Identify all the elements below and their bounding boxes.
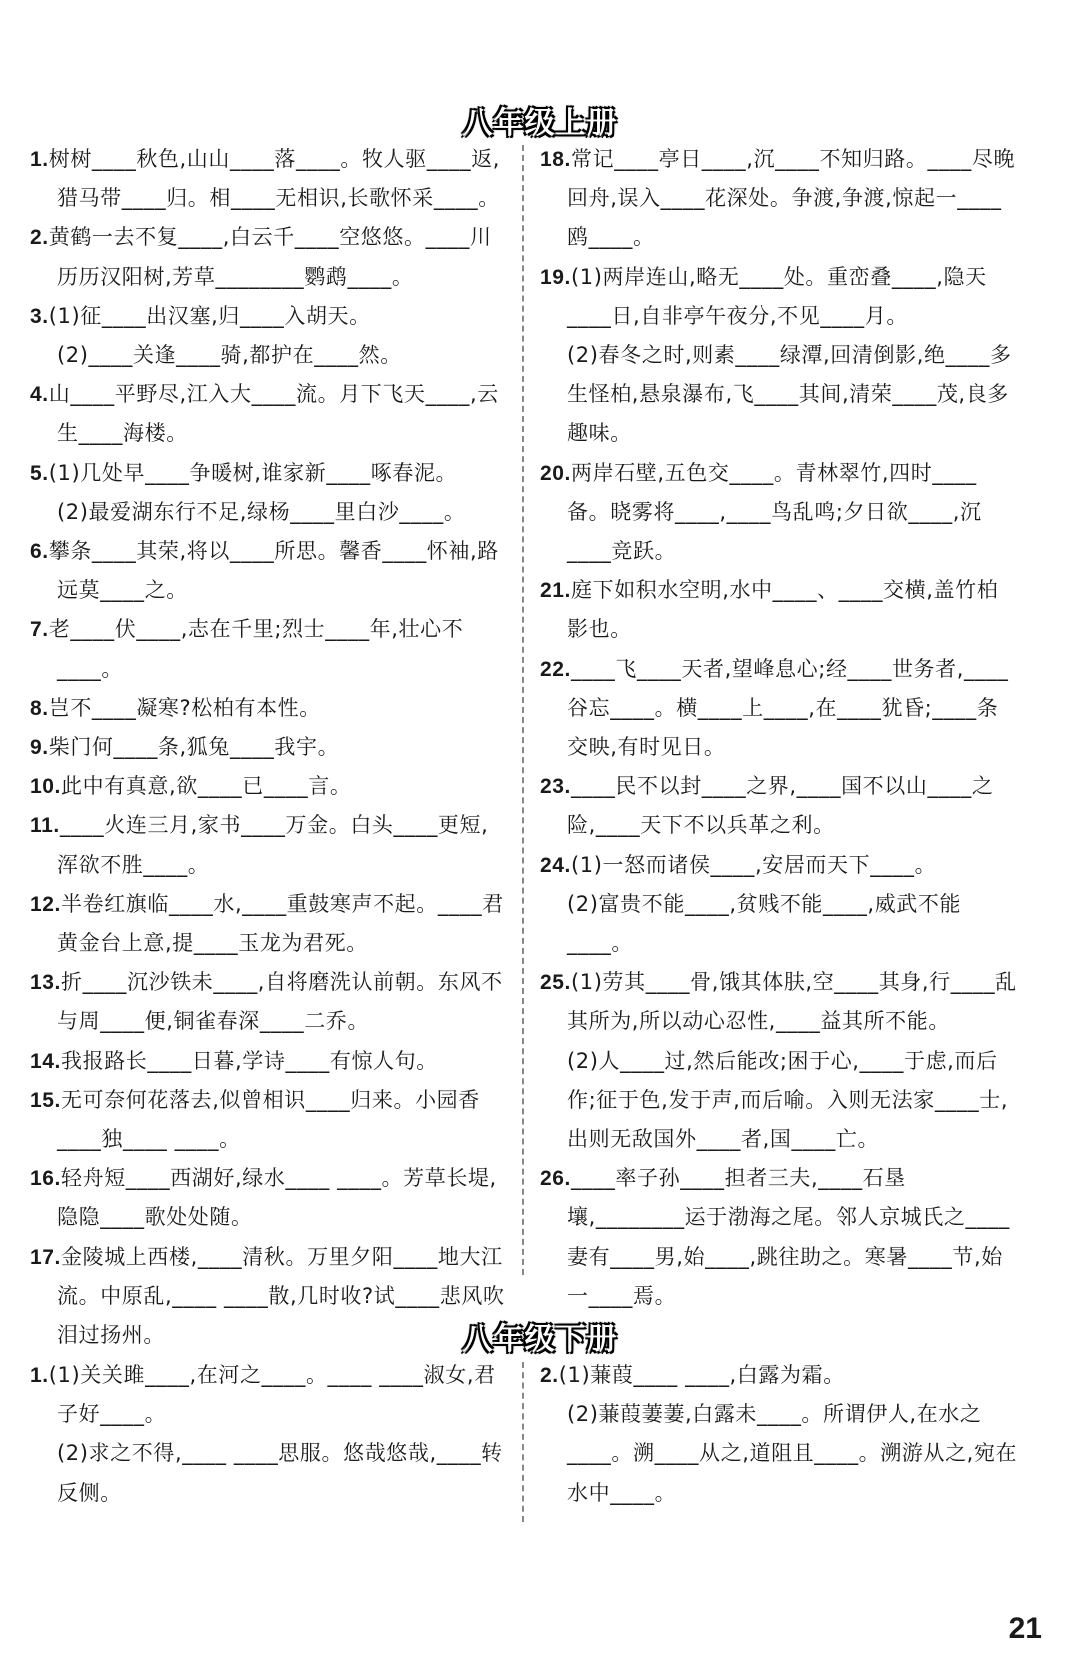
question-subitem [540, 1042, 1018, 1160]
question-number: 3. [30, 304, 49, 328]
question-subitem [540, 885, 1018, 963]
question-item [30, 140, 508, 218]
question-text: 我报路长____日暮,学诗____有惊人句。 [61, 1048, 438, 1073]
question-number: 25. [540, 971, 571, 995]
question-text: (1)关关雎____,在河之____。____ ____淑女,君子好____。 [48, 1363, 496, 1427]
question-item [540, 963, 1018, 1041]
question-item [30, 297, 508, 336]
question-number: 9. [30, 736, 49, 760]
question-number: 8. [30, 696, 49, 720]
question-text: (1)劳其____骨,饿其体肤,空____其身,行____乱其所为,所以动心忍性,____益其所不能。 [567, 970, 1017, 1034]
section-title-lower [0, 1312, 1080, 1360]
question-subitem [540, 336, 1018, 454]
column-divider-lower [522, 1362, 524, 1522]
question-item [30, 1159, 508, 1237]
question-subitem [30, 493, 508, 532]
question-number: 7. [30, 618, 49, 642]
lower-left-column [30, 1356, 508, 1513]
section-title-lower-text: 八年级下册 [462, 1322, 618, 1357]
question-number: 22. [540, 657, 571, 681]
question-item [540, 846, 1018, 885]
question-number: 20. [540, 461, 571, 485]
lower-right-column [540, 1356, 1018, 1513]
question-item [30, 1356, 508, 1434]
question-item [540, 258, 1018, 336]
question-text: ____率子孙____担者三夫,____石垦壤,________运于渤海之尾。邻人京城氏之____妻有____男,始____,跳往助之。寒暑____节,始一____焉。 [567, 1166, 1010, 1308]
question-number: 26. [540, 1167, 571, 1191]
question-number: 13. [30, 971, 61, 995]
question-text: (2)富贵不能____,贫贱不能____,威武不能____。 [567, 891, 962, 956]
question-text: ____飞____天者,望峰息心;经____世务者,____谷忘____。横____上____,在____犹昏;____条交映,有时见日。 [567, 656, 1009, 760]
question-text: (2)____关逢____骑,都护在____然。 [57, 343, 402, 368]
question-text: (2)求之不得,____ ____思服。悠哉悠哉,____转反侧。 [57, 1441, 503, 1505]
question-item [540, 140, 1018, 258]
question-number: 12. [30, 892, 61, 916]
question-item [540, 1356, 1018, 1395]
question-text: ____民不以封____之界,____国不以山____之险,____天下不以兵革之利。 [567, 774, 994, 838]
question-item [30, 689, 508, 728]
question-text: 柴门何____条,狐兔____我宇。 [48, 735, 340, 760]
question-text: 金陵城上西楼,____清秋。万里夕阳____地大江流。中原乱,____ ____散,几时收?试____悲风吹泪过扬州。 [57, 1244, 505, 1348]
question-item [540, 1159, 1018, 1316]
section-title-upper-text: 八年级上册 [462, 106, 618, 141]
question-text: (1)一怒而诸侯____,安居而天下____。 [571, 852, 937, 877]
question-subitem [30, 1434, 508, 1512]
question-text: 半卷红旗临____水,____重鼓寒声不起。____君黄金台上意,提____玉龙为君死。 [57, 891, 504, 956]
question-number: 19. [540, 265, 571, 289]
question-number: 16. [30, 1167, 61, 1191]
question-number: 2. [30, 226, 49, 250]
question-subitem [30, 336, 508, 375]
question-number: 5. [30, 461, 49, 485]
question-text: 两岸石壁,五色交____。青林翠竹,四时____备。晓雾将____,____鸟乱鸣;夕日欲____,沉____竞跃。 [567, 460, 982, 564]
question-text: (1)几处早____争暖树,谁家新____啄春泥。 [48, 460, 458, 485]
question-number: 6. [30, 540, 49, 564]
question-number: 4. [30, 383, 49, 407]
question-text: (2)最爱湖东行不足,绿杨____里白沙____。 [57, 499, 466, 524]
question-text: ____火连三月,家书____万金。白头____更短,浑欲不胜____。 [57, 813, 489, 877]
question-number: 1. [30, 148, 49, 171]
question-text: 山____平野尽,江入大____流。月下飞天____,云生____海楼。 [48, 382, 499, 446]
page-number: 21 [1008, 1612, 1042, 1645]
question-item [30, 375, 508, 453]
question-number: 21. [540, 579, 571, 603]
column-divider-upper [522, 145, 524, 1275]
question-item [30, 806, 508, 884]
question-text: 庭下如积水空明,水中____、____交横,盖竹柏影也。 [567, 578, 999, 642]
question-text: 岂不____凝寒?松柏有本性。 [48, 695, 321, 720]
question-number: 2. [540, 1364, 559, 1387]
question-number: 23. [540, 775, 571, 799]
question-item [30, 454, 508, 493]
upper-right-column [540, 140, 1018, 1316]
question-item [30, 218, 508, 296]
question-number: 10. [30, 775, 61, 799]
question-item [30, 532, 508, 610]
question-number: 18. [540, 148, 571, 171]
question-text: 此中有真意,欲____已____言。 [61, 774, 352, 799]
question-text: 轻舟短____西湖好,绿水____ ____。芳草长堤,隐隐____歌处处随。 [57, 1166, 497, 1230]
question-text: 黄鹤一去不复____,白云千____空悠悠。____川历历汉阳树,芳草________鹦鹉____。 [48, 225, 492, 289]
question-item [540, 571, 1018, 649]
question-item [30, 728, 508, 767]
question-number: 15. [30, 1088, 61, 1112]
question-text: (2)人____过,然后能改;困于心,____于虑,而后作;征于色,发于声,而后喻。入则无法家____士,出则无敌国外____者,国____亡。 [567, 1048, 1009, 1152]
upper-left-column [30, 140, 508, 1355]
question-item [540, 454, 1018, 572]
question-item [30, 963, 508, 1041]
question-text: 无可奈何花落去,似曾相识____归来。小园香____独____ ____。 [57, 1087, 480, 1152]
question-item [30, 885, 508, 963]
question-text: (2)蒹葭萋萋,白露未____。所谓伊人,在水之____。溯____从之,道阻且____。溯游从之,宛在水中____。 [567, 1402, 1018, 1505]
question-text: 攀条____其荣,将以____所思。馨香____怀袖,路远莫____之。 [48, 539, 499, 603]
question-text: 树树____秋色,山山____落____。牧人驱____返,猎马带____归。相____无相识,长歌怀采____。 [48, 147, 501, 211]
question-number: 1. [30, 1364, 49, 1387]
question-number: 14. [30, 1049, 61, 1073]
question-item [30, 1081, 508, 1159]
question-item [30, 767, 508, 806]
question-item [30, 1042, 508, 1081]
question-text: (2)春冬之时,则素____绿潭,回清倒影,绝____多生怪柏,悬泉瀑布,飞____其间,清荣____茂,良多趣味。 [567, 343, 1012, 446]
question-text: 老____伏____,志在千里;烈士____年,壮心不____。 [48, 617, 464, 681]
question-item [30, 610, 508, 688]
section-title-upper [0, 96, 1080, 144]
question-text: (1)蒹葭____ ____,白露为霜。 [558, 1363, 845, 1387]
question-text: (1)两岸连山,略无____处。重峦叠____,隐天____日,自非亭午夜分,不见____月。 [567, 264, 987, 328]
question-item [540, 650, 1018, 768]
question-number: 11. [30, 814, 60, 838]
question-text: 折____沉沙铁未____,自将磨洗认前朝。东风不与周____便,铜雀春深____二乔。 [57, 970, 503, 1034]
question-text: 常记____亭日____,沉____不知归路。____尽晚回舟,误入____花深处。争渡,争渡,惊起一____鸥____。 [567, 147, 1016, 250]
question-number: 17. [30, 1245, 61, 1269]
question-number: 24. [540, 853, 571, 877]
question-text: (1)征____出汉塞,归____入胡天。 [48, 303, 371, 328]
question-subitem [540, 1395, 1018, 1513]
question-item [540, 767, 1018, 845]
